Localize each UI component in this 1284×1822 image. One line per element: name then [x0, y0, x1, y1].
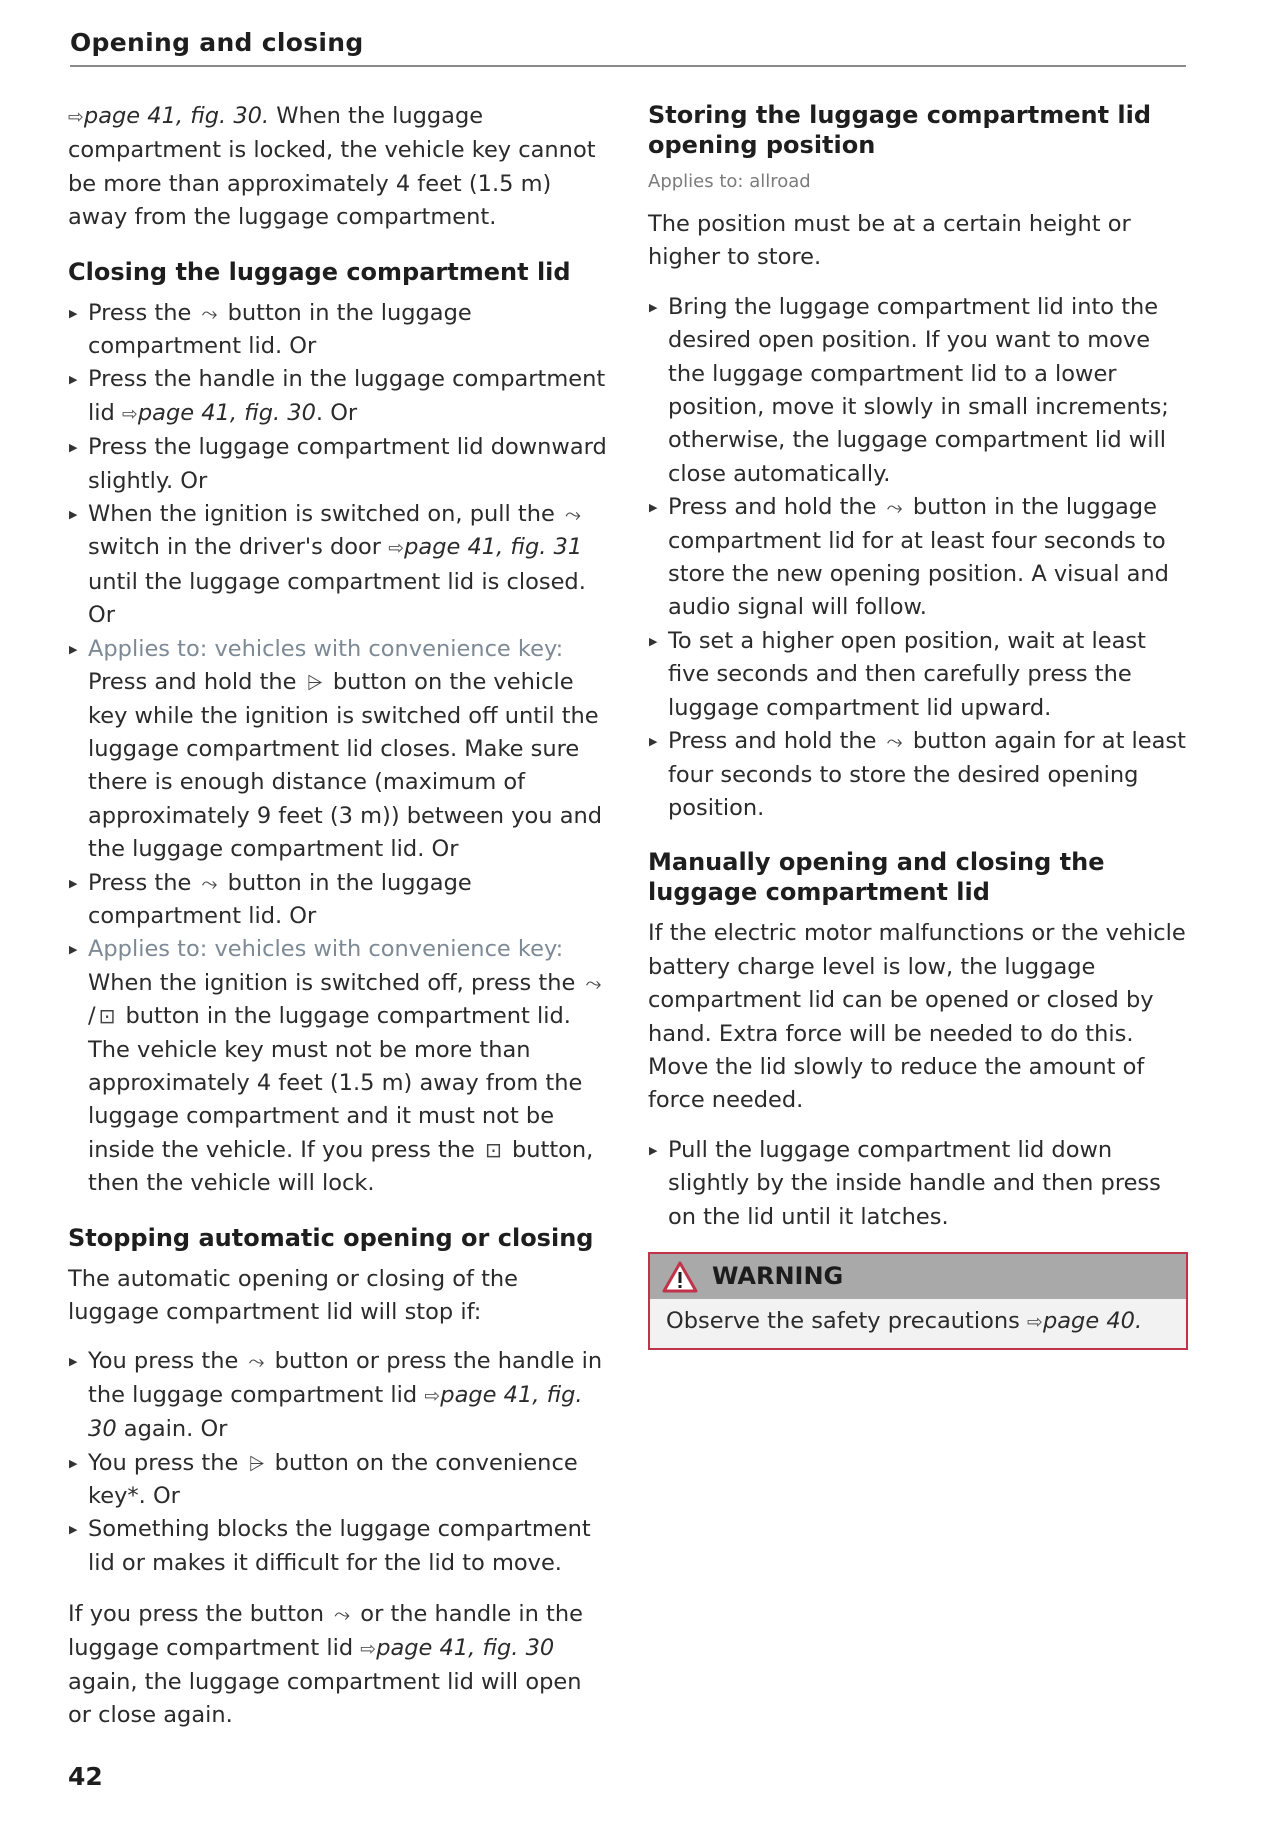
- warning-box: [648, 1252, 1188, 1350]
- list-item: ▶ Pull the luggage compartment lid down slightly by the inside handle and then press on the lid until it latches.: [648, 1134, 1188, 1234]
- list-item: ▶ Press the handle in the luggage compartment lid ⇨page 41, fig. 30. Or: [68, 363, 608, 431]
- page-title: Opening and closing: [70, 28, 364, 57]
- warning-triangle-icon: [662, 1261, 698, 1293]
- arrow-icon: ⇨: [424, 1384, 441, 1407]
- lid-button-icon: ⤳: [201, 870, 218, 895]
- page-reference[interactable]: page 41, fig. 30: [88, 1381, 583, 1443]
- applies-to-note: Applies to: allroad: [648, 171, 811, 192]
- page-reference[interactable]: page 40.: [1042, 1308, 1143, 1335]
- left-column: [68, 100, 608, 1749]
- storing-steps-list: [648, 291, 1188, 826]
- arrow-icon: ⇨: [68, 106, 84, 128]
- list-item: ▶ Press and hold the ⤳ button in the luggage compartment lid for at least four seconds to store the new opening position. A visual and audio signal will follow.: [648, 491, 1188, 625]
- list-item: ▶ Press the luggage compartment lid downward slightly. Or: [68, 431, 608, 498]
- lid-button-icon: ⤳: [201, 300, 218, 325]
- arrow-icon: ⇨: [388, 537, 405, 560]
- list-item: ▶ You press the ⤳ button or press the handle in the luggage compartment lid ⇨page 41, fig. 30 again. Or: [68, 1345, 608, 1446]
- manual-steps-list: [648, 1134, 1188, 1234]
- applies-condition: Applies to: vehicles with convenience key:: [88, 635, 564, 662]
- page-reference[interactable]: page 41, fig. 30: [376, 1634, 555, 1661]
- lock-button-icon: ⊡: [98, 1004, 116, 1029]
- lid-button-icon: ⤳: [886, 729, 903, 754]
- lid-button-icon: ⤳: [886, 495, 903, 520]
- key-2x-button-icon: ⩥: [248, 1450, 265, 1475]
- section-heading-storing: Storing the luggage compartment lid opening position: [648, 101, 1152, 159]
- list-item: ▶ Bring the luggage compartment lid into the desired open position. If you want to move the luggage compartment lid to a lower position, move it slowly in small increments; otherwise, the luggage compartment lid will close automatically.: [648, 291, 1188, 491]
- list-item: ▶ Press the ⤳ button in the luggage compartment lid. Or: [68, 867, 608, 934]
- list-item: ▶ Applies to: vehicles with convenience key: When the ignition is switched off, press the ⤳/ ⊡ button in the luggage compartment lid. The vehicle key must not be more than approximately 4 feet (1.5 m) away from the luggage compartment and it must not be inside the vehicle. If you press the ⊡ button, then the vehicle will lock.: [68, 933, 608, 1200]
- applies-condition: Applies to: vehicles with convenience key:: [88, 936, 564, 963]
- lid-button-icon: ⤳: [248, 1349, 265, 1374]
- closing-steps-list: [68, 297, 608, 1201]
- list-item: ▶ Press and hold the ⤳ button again for at least four seconds to store the desired opening position.: [648, 725, 1188, 825]
- stopping-steps-list: [68, 1345, 608, 1580]
- list-item: ▶ Press the ⤳ button in the luggage compartment lid. Or: [68, 297, 608, 364]
- page-reference[interactable]: page 41, fig. 31: [404, 534, 583, 561]
- storing-intro: The position must be at a certain height or higher to store.: [648, 211, 1131, 271]
- warning-body: Observe the safety precautions ⇨page 40.: [666, 1308, 1143, 1335]
- page-header: [70, 28, 1186, 67]
- lid-button-icon: ⤳: [334, 1602, 351, 1627]
- list-item: ▶ To set a higher open position, wait at least five seconds and then carefully press the luggage compartment lid upward.: [648, 625, 1188, 725]
- manual-intro: If the electric motor malfunctions or the vehicle battery charge level is low, the luggage compartment lid can be opened or closed by hand. Extra force will be needed to do this. Move the lid slowly to reduce the amount of force needed.: [648, 920, 1186, 1114]
- page-reference[interactable]: page 41, fig. 30.: [83, 103, 270, 129]
- list-item: ▶ Applies to: vehicles with convenience key: Press and hold the ⩥ button on the vehicle key while the ignition is switched off until the luggage compartment lid closes. Make sure there is enough distance (maximum of approximately 9 feet (3 m)) between you and the luggage compartment lid. Or: [68, 633, 608, 867]
- section-heading-manual: Manually opening and closing the luggage compartment lid: [648, 848, 1105, 907]
- right-column: [648, 100, 1188, 1350]
- stopping-intro: The automatic opening or closing of the luggage compartment lid will stop if:: [68, 1265, 519, 1325]
- intro-paragraph: ⇨page 41, fig. 30. When the luggage compartment is locked, the vehicle key cannot be more than approximately 4 feet (1.5 m) away from the luggage compartment.: [68, 103, 596, 231]
- key-2x-button-icon: ⩥: [306, 670, 323, 695]
- stopping-outro: If you press the button ⤳ or the handle in the luggage compartment lid ⇨page 41, fig. 30 again, the luggage compartment lid will open or close again.: [68, 1598, 608, 1733]
- arrow-icon: ⇨: [121, 402, 138, 425]
- list-item: ▶ Something blocks the luggage compartment lid or makes it difficult for the lid to move.: [68, 1513, 608, 1580]
- arrow-icon: ⇨: [1027, 1311, 1043, 1334]
- section-heading-stopping: Stopping automatic opening or closing: [68, 1223, 594, 1252]
- list-item: ▶ When the ignition is switched on, pull the ⤳ switch in the driver's door ⇨page 41, fig. 31 until the luggage compartment lid is closed. Or: [68, 498, 608, 633]
- list-item: ▶ You press the ⩥ button on the convenience key*. Or: [68, 1447, 608, 1514]
- page-reference[interactable]: page 41, fig. 30: [137, 399, 316, 426]
- warning-header: [650, 1254, 1186, 1299]
- lid-switch-icon: ⤳: [564, 502, 581, 527]
- page-number: 42: [68, 1762, 103, 1791]
- warning-label: WARNING: [712, 1261, 844, 1290]
- lock-button-icon: ⊡: [485, 1137, 502, 1162]
- lid-button-icon: ⤳: [585, 970, 602, 995]
- arrow-icon: ⇨: [360, 1637, 377, 1660]
- section-heading-closing: Closing the luggage compartment lid: [68, 257, 571, 286]
